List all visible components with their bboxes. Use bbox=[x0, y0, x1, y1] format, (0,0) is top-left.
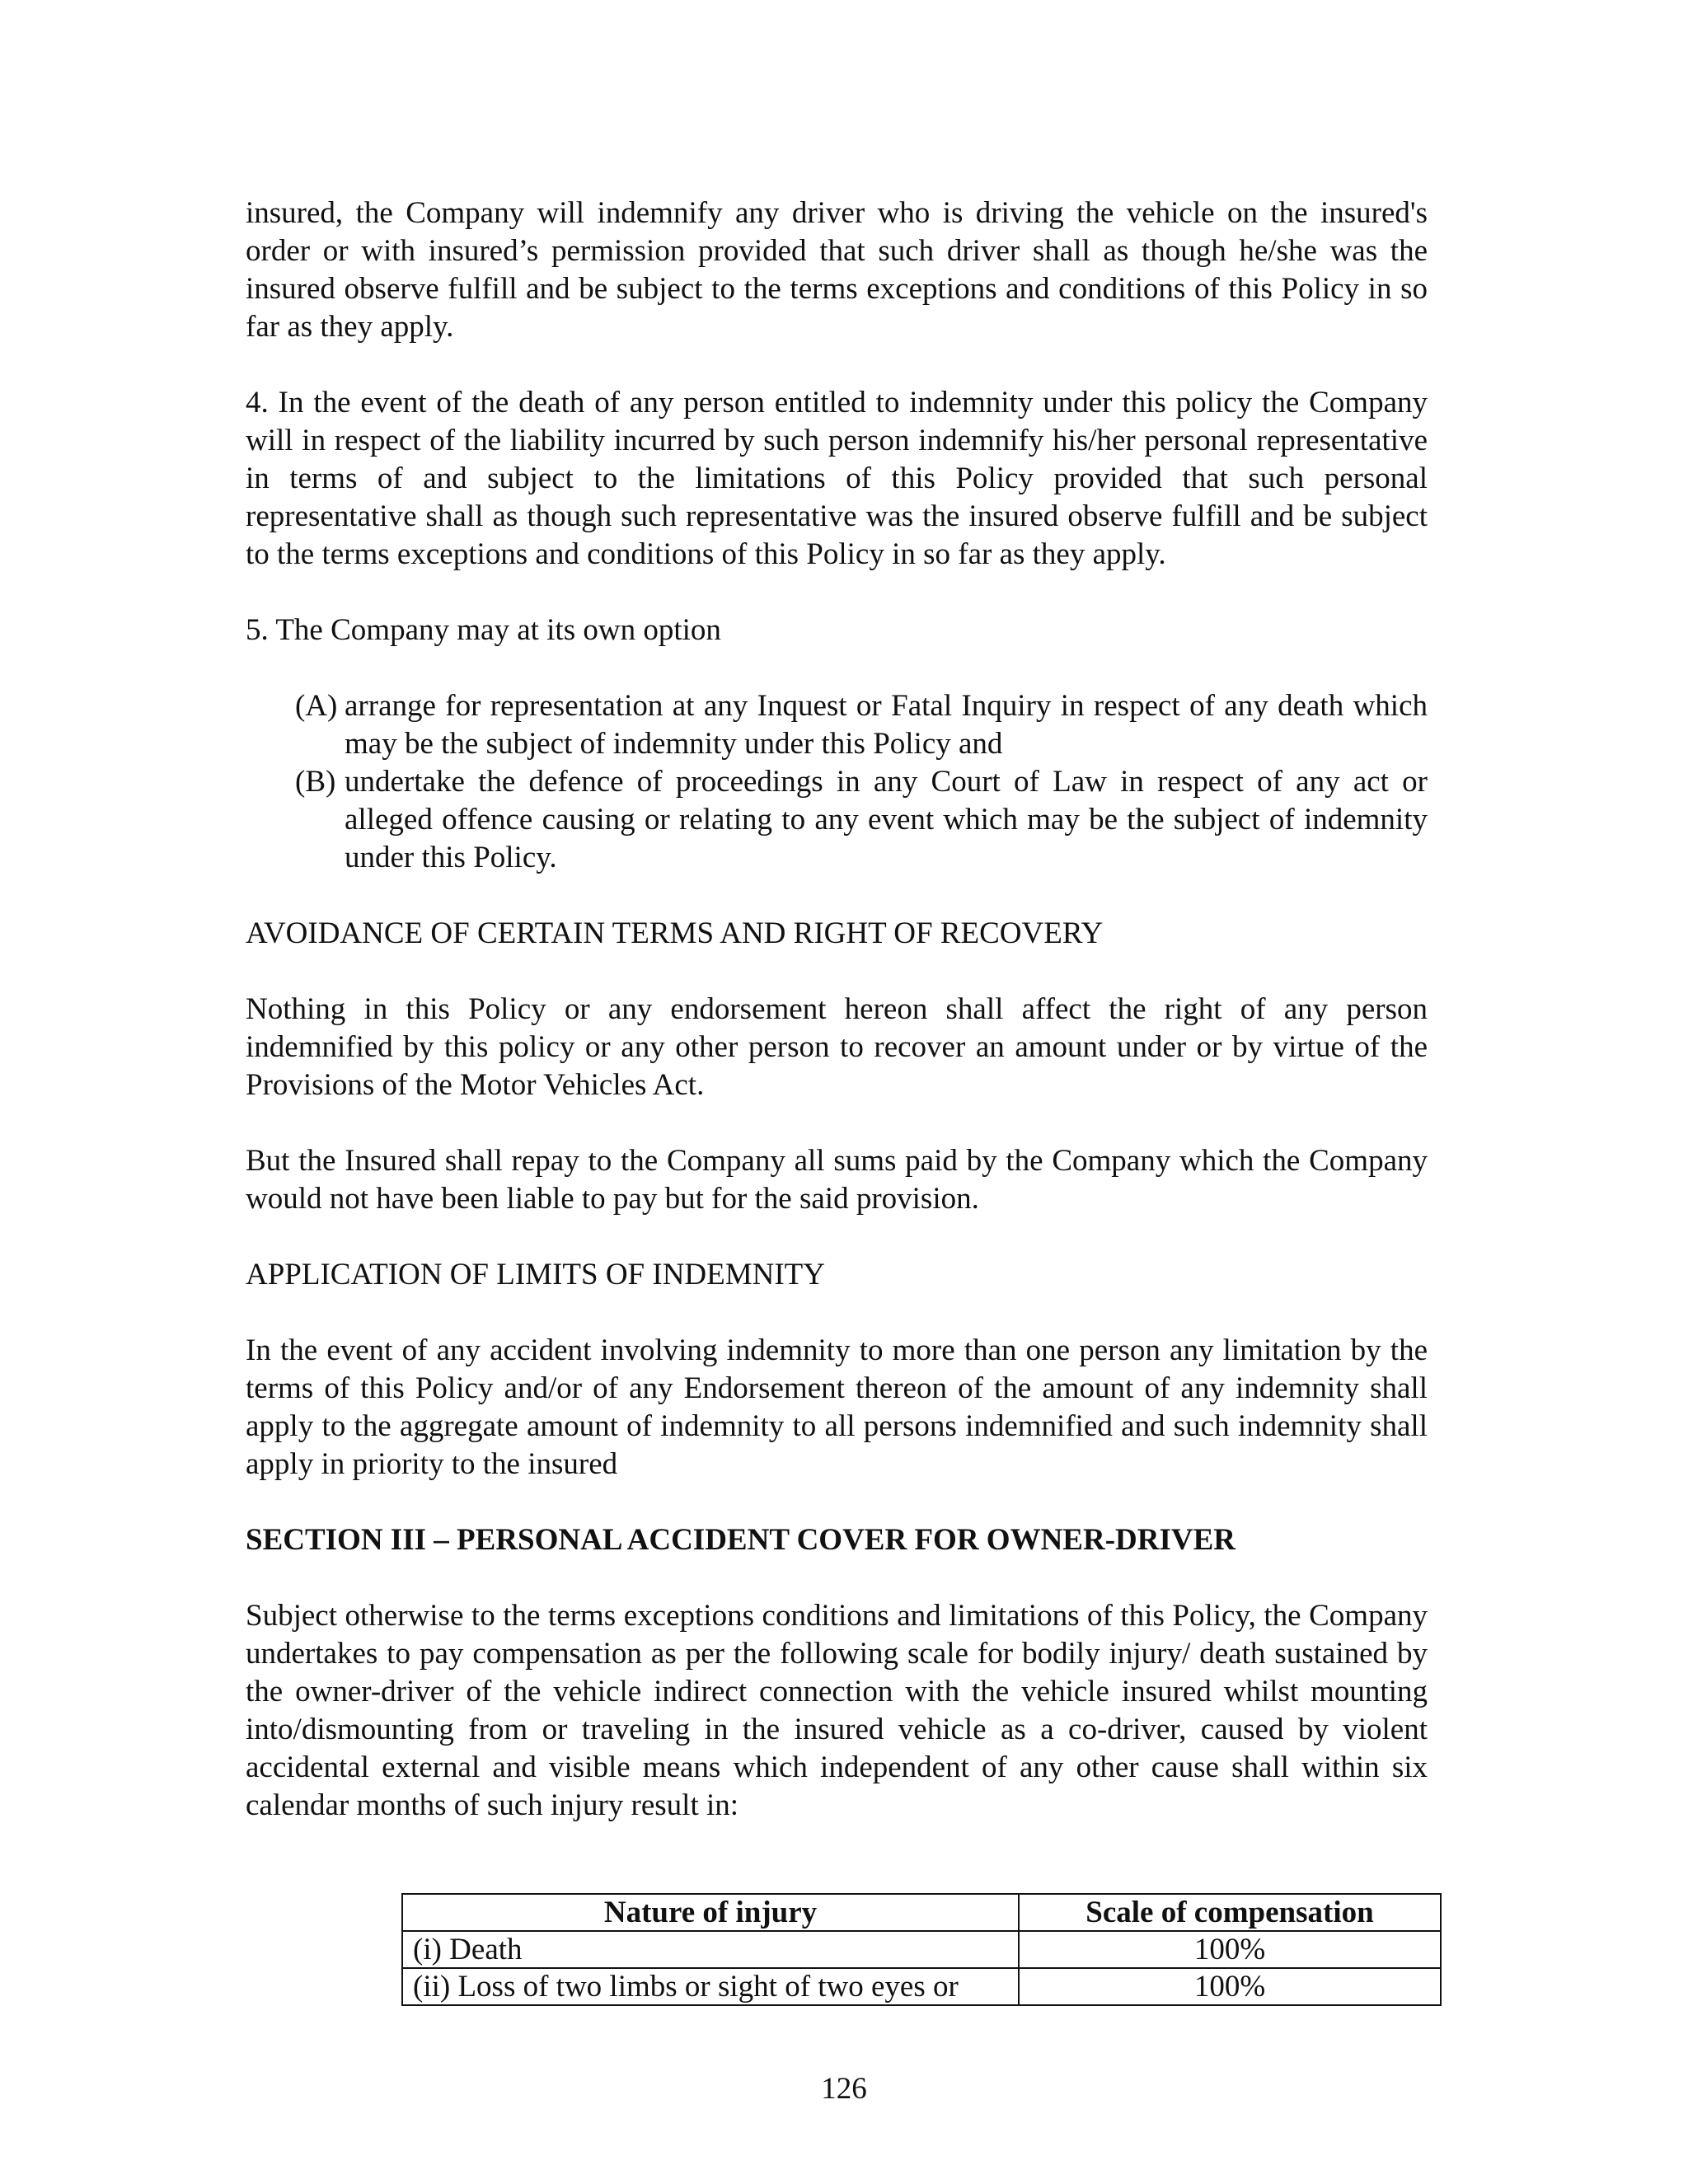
heading-avoidance: AVOIDANCE OF CERTAIN TERMS AND RIGHT OF RECOVERY bbox=[246, 916, 1104, 950]
column-header-scale-of-compensation: Scale of compensation bbox=[1019, 1894, 1441, 1931]
document-body bbox=[246, 194, 1428, 1825]
paragraph-repayment: But the Insured shall repay to the Company all sums paid by the Company which the Company would not have been liable to pay but for the said provision. bbox=[246, 1144, 1428, 1216]
option-text: undertake the defence of proceedings in any Court of Law in respect of any act or alleged offence causing or relating to any event which may be the subject of indemnity under this Policy. bbox=[345, 765, 1428, 874]
paragraph-death-indemnity: 4. In the event of the death of any person entitled to indemnity under this policy the Company will in respect of the liability incurred by such person indemnify his/her personal representative in terms of and subject to the limitations of this Policy provided that such personal representative shall as though such representative was the insured observe fulfill and be subject to the terms exceptions and conditions of this Policy in so far as they apply. bbox=[246, 386, 1428, 571]
table-row bbox=[402, 1931, 1441, 1968]
table-cell-scale: 100% bbox=[1019, 1931, 1441, 1968]
option-item bbox=[295, 763, 1428, 877]
paragraph-compensation-terms: Subject otherwise to the terms exceptions conditions and limitations of this Policy, the Company undertakes to pay compensation as per the following scale for bodily injury/ death sustained by the owner-driver of the vehicle indirect connection with the vehicle insured whilst mounting into/dismounting from or traveling in the insured vehicle as a co-driver, caused by violent accidental external and visible means which independent of any other cause shall within six calendar months of such injury result in: bbox=[246, 1599, 1428, 1822]
heading-limits-of-indemnity: APPLICATION OF LIMITS OF INDEMNITY bbox=[246, 1258, 825, 1291]
heading-section-iii: SECTION III – PERSONAL ACCIDENT COVER FOR OWNER-DRIVER bbox=[246, 1523, 1236, 1557]
table-cell-injury: (ii) Loss of two limbs or sight of two eyes or bbox=[402, 1968, 1019, 2005]
page-number: 126 bbox=[821, 2072, 867, 2106]
paragraph-company-option: 5. The Company may at its own option bbox=[246, 613, 721, 647]
option-text: arrange for representation at any Inquest or Fatal Inquiry in respect of any death which may be the subject of indemnity under this Policy and bbox=[345, 689, 1428, 761]
table-header-row bbox=[402, 1894, 1441, 1931]
paragraph-driver-indemnity: insured, the Company will indemnify any driver who is driving the vehicle on the insured's order or with insured’s permission provided that such driver shall as though he/she was the insured observe fulfill and be subject to the terms exceptions and conditions of this Policy in so far as they apply. bbox=[246, 196, 1428, 344]
option-marker: (A) bbox=[295, 689, 338, 723]
table-cell-scale: 100% bbox=[1019, 1968, 1441, 2005]
column-header-nature-of-injury: Nature of injury bbox=[402, 1894, 1019, 1931]
compensation-table bbox=[401, 1893, 1442, 2006]
table-cell-injury: (i) Death bbox=[402, 1931, 1019, 1968]
option-list bbox=[295, 687, 1428, 877]
paragraph-right-of-recovery: Nothing in this Policy or any endorsement hereon shall affect the right of any person indemnified by this policy or any other person to recover an amount under or by virtue of the Provisions of the Motor Vehicles Act. bbox=[246, 992, 1428, 1102]
paragraph-aggregate-indemnity: In the event of any accident involving indemnity to more than one person any limitation by the terms of this Policy and/or of any Endorsement thereon of the amount of any indemnity shall apply to the aggregate amount of indemnity to all persons indemnified and such indemnity shall apply in priority to the insured bbox=[246, 1333, 1428, 1481]
option-item bbox=[295, 687, 1428, 763]
table-row bbox=[402, 1968, 1441, 2005]
option-marker: (B) bbox=[295, 765, 336, 799]
